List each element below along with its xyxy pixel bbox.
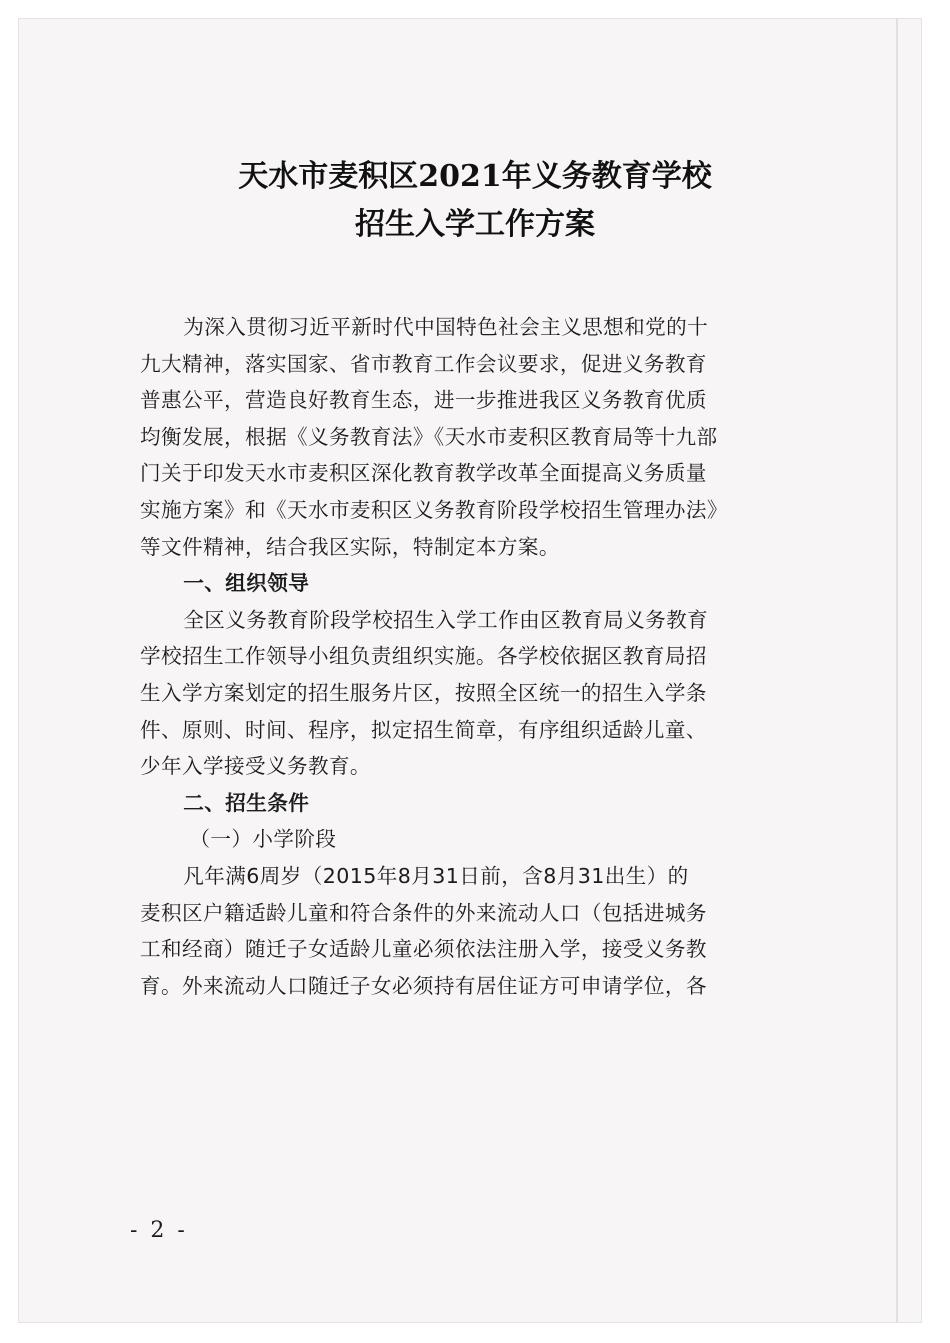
intro-line: 等文件精神，结合我区实际，特制定本方案。 — [140, 534, 560, 559]
intro-line: 九大精神，落实国家、省市教育工作会议要求，促进义务教育 — [140, 351, 707, 376]
conditions-line: 工和经商）随迁子女适龄儿童必须依法注册入学，接受义务教 — [140, 937, 707, 962]
intro-line: 均衡发展，根据《义务教育法》《天水市麦积区教育局等十九部 — [140, 424, 718, 449]
title-line-2: 招生入学工作方案 — [355, 207, 595, 242]
organization-line: 少年入学接受义务教育。 — [140, 754, 371, 779]
section-heading-organization: 一、组织领导 — [183, 571, 310, 596]
intro-paragraph — [140, 309, 832, 565]
organization-line: 生入学方案划定的招生服务片区，按照全区统一的招生入学条 — [140, 680, 707, 705]
organization-line: 件、原则、时间、程序，拟定招生简章，有序组织适龄儿童、 — [140, 717, 707, 742]
conditions-line: 育。外来流动人口随迁子女必须持有居住证方可申请学位，各 — [140, 973, 707, 998]
title-line-1: 天水市麦积区2021年义务教育学校 — [238, 159, 712, 194]
section-heading-conditions: 二、招生条件 — [183, 790, 310, 815]
page-number: - 2 - — [130, 1218, 188, 1243]
intro-line: 门关于印发天水市麦积区深化教育教学改革全面提高义务质量 — [140, 461, 707, 486]
organization-paragraph — [140, 602, 832, 785]
intro-line: 普惠公平，营造良好教育生态，进一步推进我区义务教育优质 — [140, 388, 707, 413]
organization-line: 全区义务教育阶段学校招生入学工作由区教育局义务教育 — [183, 607, 709, 632]
conditions-paragraph — [140, 858, 832, 1004]
document-body — [140, 309, 832, 1004]
organization-line: 学校招生工作领导小组负责组织实施。各学校依据区教育局招 — [140, 644, 707, 669]
document-title — [0, 153, 950, 249]
subheading-primary-school: （一）小学阶段 — [189, 827, 337, 852]
conditions-line: 凡年满6周岁（2015年8月31日前，含8月31出生）的 — [183, 863, 689, 888]
intro-line: 为深入贯彻习近平新时代中国特色社会主义思想和党的十 — [183, 315, 709, 339]
intro-line: 实施方案》和《天水市麦积区义务教育阶段学校招生管理办法》 — [140, 497, 728, 522]
conditions-line: 麦积区户籍适龄儿童和符合条件的外来流动人口（包括进城务 — [140, 900, 707, 925]
